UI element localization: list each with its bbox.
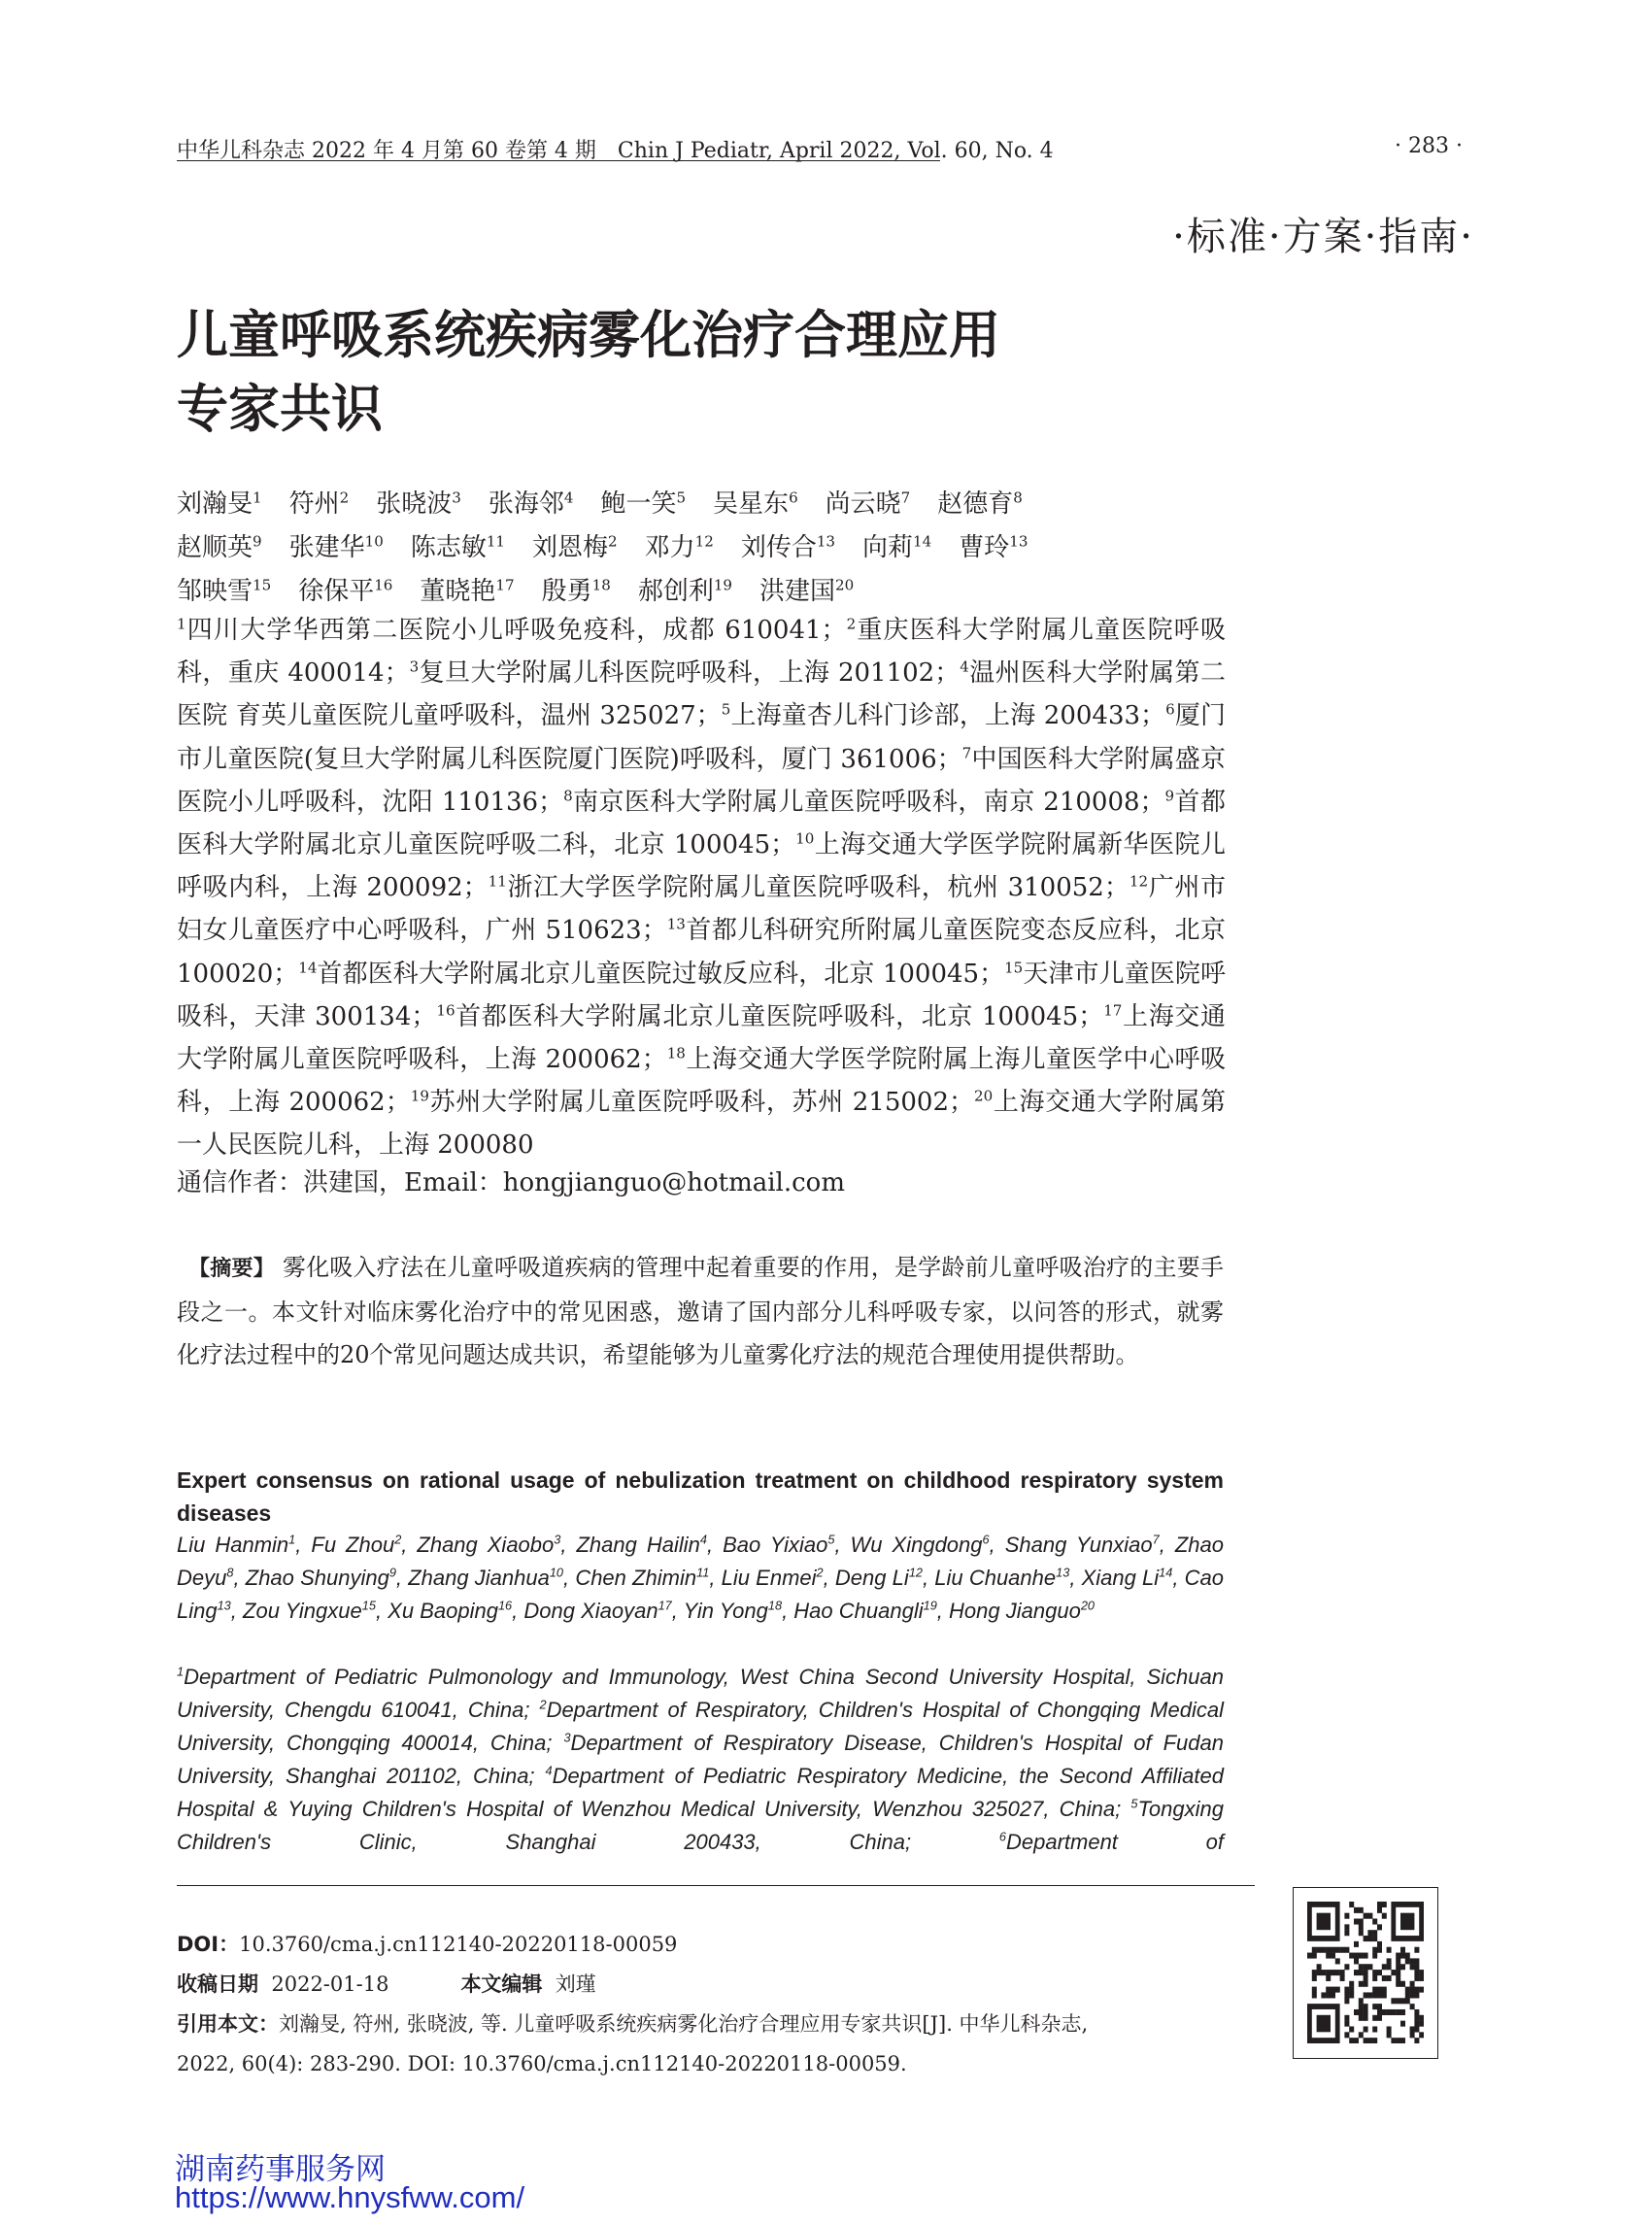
affiliation-number: 19 — [410, 1087, 429, 1105]
received-row — [177, 1965, 1255, 2005]
english-author-affil-number: 8 — [226, 1565, 234, 1580]
english-author-affil-number: 5 — [827, 1532, 835, 1547]
affiliation-number: 7 — [961, 743, 972, 761]
english-author-affil-number: 7 — [1152, 1532, 1160, 1547]
author-affil-number: 17 — [495, 576, 515, 594]
english-author-affil-number: 11 — [696, 1565, 710, 1580]
editor-name: 刘瑾 — [555, 1972, 596, 1996]
author-list — [177, 483, 1055, 614]
english-affiliation-number: 6 — [998, 1829, 1006, 1844]
affiliation-number: 15 — [1004, 958, 1024, 976]
cite-label: 引用本文： — [177, 2012, 279, 2036]
abstract-text: 雾化吸入疗法在儿童呼吸道疾病的管理中起着重要的作用，是学龄前儿童呼吸治疗的主要手段之一。本文针对临床雾化治疗中的常见困惑，邀请了国内部分儿科呼吸专家，以问答的形式，就雾化疗法过程中的20个常见问题达成共识，希望能够为儿童雾化疗法的规范合理使用提供帮助。 — [177, 1254, 1224, 1368]
english-author-name: Xiang Li — [1081, 1566, 1160, 1590]
author-name: 鲍一笑 — [600, 489, 677, 519]
author — [645, 533, 714, 562]
english-author-affil-number: 9 — [388, 1565, 396, 1580]
author-affil-number: 12 — [694, 532, 714, 551]
affiliation-text: 上海交通大学医学院附属新华医院儿呼吸内科，上海 200092； — [177, 830, 1226, 903]
footer-rule — [177, 1885, 1255, 1886]
english-author-name: Zhao Shunying — [245, 1566, 389, 1590]
affiliation-number: 6 — [1165, 700, 1175, 719]
affiliation-text: 苏州大学附属儿童医院呼吸科，苏州 215002； — [428, 1088, 974, 1118]
english-author-affil-number: 20 — [1080, 1598, 1095, 1613]
author — [411, 533, 505, 562]
author-name: 尚云晓 — [825, 489, 901, 519]
doi-label: DOI： — [177, 1933, 240, 1956]
affiliation-text: 上海交通大学附属儿童医院呼吸科，上海 200062； — [177, 1001, 1226, 1075]
english-author-name: Fu Zhou — [311, 1533, 395, 1557]
english-author-name: Zou Yingxue — [243, 1599, 362, 1623]
english-author-name: Hong Jianguo — [949, 1599, 1081, 1623]
received-date: 2022-01-18 — [271, 1972, 389, 1996]
cite-row-1 — [177, 2005, 1255, 2044]
english-author-affil-number: 13 — [217, 1598, 231, 1613]
english-author-name: Zhang Xiaobo — [417, 1533, 555, 1557]
article-title — [177, 299, 1000, 447]
doi-row — [177, 1925, 1255, 1965]
author-affil-number: 4 — [563, 489, 574, 507]
author-name: 洪建国 — [759, 577, 836, 606]
author-affil-number: 2 — [608, 532, 618, 551]
editor-label: 本文编辑 — [460, 1972, 543, 1996]
affiliation-text: 重庆医科大学附属儿童医院呼吸科，重庆 400014； — [177, 616, 1226, 689]
affiliation-number: 18 — [666, 1044, 686, 1062]
cite-row-2: 2022, 60(4): 283-290. DOI: 10.3760/cma.j.cn112140-20220118-00059. — [177, 2052, 907, 2075]
author-row — [177, 483, 1055, 526]
author-affil-number: 10 — [364, 532, 384, 551]
cite-text-1: 刘瀚旻, 符州, 张晓波, 等. 儿童呼吸系统疾病雾化治疗合理应用专家共识[J]. 中华儿科杂志, — [279, 2012, 1089, 2036]
affiliation-text: 首都儿科研究所附属儿童医院变态反应科，北京 100020； — [177, 916, 1226, 989]
author-affil-number: 1 — [253, 489, 262, 507]
header-rule — [177, 160, 940, 161]
affiliation-text: 广州市妇女儿童医疗中心呼吸科，广州 510623； — [177, 873, 1226, 946]
author-affil-number: 15 — [253, 576, 272, 594]
affiliation-number: 20 — [974, 1087, 994, 1105]
author-affil-number: 11 — [486, 532, 506, 551]
watermark-site-name: 湖南药事服务网 — [175, 2152, 386, 2187]
corresponding-author: 通信作者：洪建国，Email：hongjianguo@hotmail.com — [177, 1168, 845, 1197]
affiliation-text: 厦门市儿童医院(复旦大学附属儿科医院厦门医院)呼吸科，厦门 361006； — [177, 701, 1226, 774]
english-author-affil-number: 4 — [699, 1532, 707, 1547]
title-line-2: 专家共识 — [177, 380, 383, 439]
english-author-name: Liu Hanmin — [177, 1533, 289, 1557]
author-name: 陈志敏 — [410, 533, 487, 562]
author-name: 张晓波 — [376, 489, 453, 519]
author — [937, 489, 1023, 519]
english-author-name: Hao Chuangli — [793, 1599, 924, 1623]
author-name: 刘瀚旻 — [177, 489, 253, 519]
author-name: 郝创利 — [637, 577, 714, 606]
author-affil-number: 6 — [789, 489, 798, 507]
author — [289, 533, 384, 562]
affiliation-number: 2 — [846, 615, 857, 633]
author — [177, 577, 271, 606]
author — [638, 577, 732, 606]
author — [420, 577, 514, 606]
author-affil-number: 18 — [591, 576, 611, 594]
affiliation-number: 9 — [1164, 787, 1175, 805]
author-name: 向莉 — [862, 533, 914, 562]
author-affil-number: 5 — [676, 489, 687, 507]
author-name: 徐保平 — [298, 577, 375, 606]
affiliation-text: 上海交通大学医学院附属上海儿童医学中心呼吸科，上海 200062； — [177, 1045, 1226, 1118]
affiliation-number: 3 — [409, 657, 420, 676]
english-author-name: Liu Enmei — [721, 1566, 817, 1590]
affiliation-number: 16 — [436, 1001, 455, 1020]
english-affiliation-text: Tongxing Children's Clinic, Shanghai 200433, China; — [177, 1797, 1224, 1854]
affiliation-number: 8 — [563, 787, 573, 805]
affiliation-text: 复旦大学附属儿科医院呼吸科，上海 201102； — [419, 658, 961, 689]
author — [177, 489, 262, 519]
author-affil-number: 20 — [835, 576, 855, 594]
english-affiliation-number: 4 — [545, 1763, 553, 1778]
english-author-affil-number: 15 — [361, 1598, 376, 1613]
english-author-name: Bao Yixiao — [723, 1533, 828, 1557]
english-author-name: Cao Ling — [177, 1566, 1225, 1623]
affiliations — [177, 609, 1226, 1167]
english-author-affil-number: 19 — [923, 1598, 937, 1613]
author-name: 吴星东 — [713, 489, 790, 519]
qr-code-icon — [1307, 1902, 1424, 2043]
watermark-url[interactable]: https://www.hnysfww.com/ — [175, 2180, 525, 2214]
author-name: 邹映雪 — [177, 577, 253, 606]
english-title: Expert consensus on rational usage of nebulization treatment on childhood respiratory system diseases — [177, 1467, 1224, 1526]
author — [298, 577, 392, 606]
abstract — [177, 1246, 1224, 1376]
author — [741, 533, 835, 562]
english-author-affil-number: 6 — [982, 1532, 990, 1547]
affiliation-text: 南京医科大学附属儿童医院呼吸科，南京 210008； — [572, 787, 1165, 817]
author-affil-number: 16 — [374, 576, 393, 594]
english-author-name: Chen Zhimin — [575, 1566, 697, 1590]
english-author-name: Xu Baoping — [388, 1599, 498, 1623]
author-affil-number: 14 — [913, 532, 932, 551]
affiliation-number: 13 — [666, 915, 686, 933]
author-name: 刘传合 — [740, 533, 817, 562]
english-author-name: Shang Yunxiao — [1004, 1533, 1153, 1557]
received-label: 收稿日期 — [177, 1972, 258, 1996]
english-author-name: Wu Xingdong — [850, 1533, 983, 1557]
english-author-affil-number: 3 — [554, 1532, 561, 1547]
affiliation-number: 1 — [177, 615, 186, 633]
english-author-affil-number: 16 — [497, 1598, 513, 1613]
author-affil-number: 13 — [816, 532, 836, 551]
page-number: · 283 · — [1395, 134, 1463, 158]
author — [532, 533, 618, 562]
author-name: 刘恩梅 — [532, 533, 609, 562]
english-author-affil-number: 13 — [1056, 1565, 1070, 1580]
english-author-name: Zhao Deyu — [177, 1533, 1224, 1590]
affiliation-number: 12 — [1129, 872, 1149, 891]
english-affiliation-number: 2 — [539, 1697, 547, 1712]
english-author-affil-number: 2 — [394, 1532, 402, 1547]
author — [759, 577, 854, 606]
author — [862, 533, 931, 562]
running-header: 中华儿科杂志 2022 年 4 月第 60 卷第 4 期 Chin J Pediatr, April 2022, Vol. 60, No. 4 — [177, 139, 1054, 163]
affiliation-number: 11 — [488, 872, 507, 891]
english-author-name: Zhang Jianhua — [408, 1566, 550, 1590]
english-affiliation-text: Department of Respiratory Disease, Children's Hospital of Fudan University, Shanghai 201102, China; — [177, 1731, 1224, 1788]
affiliation-number: 14 — [298, 958, 318, 976]
author-affil-number: 8 — [1013, 489, 1023, 507]
author — [289, 489, 350, 519]
affiliation-text: 上海交通大学附属第一人民医院儿科，上海 200080 — [177, 1088, 1226, 1161]
author-affil-number: 9 — [253, 532, 262, 551]
affiliation-text: 上海童杏儿科门诊部，上海 200433； — [730, 701, 1166, 731]
english-author-name: Yin Yong — [683, 1599, 768, 1623]
doi-link[interactable]: 10.3760/cma.j.cn112140-20220118-00059 — [239, 1933, 678, 1956]
abstract-label: 【摘要】 — [188, 1257, 275, 1281]
english-author-name: Zhang Hailin — [576, 1533, 700, 1557]
affiliation-number: 17 — [1103, 1001, 1123, 1020]
author — [600, 489, 686, 519]
author — [713, 489, 798, 519]
english-affiliation-text: Department of — [1005, 1830, 1225, 1854]
english-author-name: Deng Li — [834, 1566, 909, 1590]
affiliation-text: 首都医科大学附属北京儿童医院呼吸二科，北京 100045； — [177, 787, 1226, 860]
author-affil-number: 13 — [1009, 532, 1028, 551]
english-affiliation-text: Department of Pediatric Respiratory Medicine, the Second Affiliated Hospital & Yuying Children's Hospital of Wenzhou Medical University, Wenzhou 325027, China; — [177, 1764, 1224, 1821]
affiliation-text: 四川大学华西第二医院小儿呼吸免疫科，成都 610041； — [185, 616, 847, 645]
affiliation-number: 4 — [960, 657, 969, 676]
author-name: 符州 — [288, 489, 340, 519]
author-affil-number: 7 — [900, 489, 911, 507]
author-row — [177, 526, 1055, 570]
author-affil-number: 19 — [713, 576, 733, 594]
english-author-name: Liu Chuanhe — [934, 1566, 1057, 1590]
author — [177, 533, 262, 562]
english-affiliation-number: 1 — [177, 1664, 185, 1679]
author-name: 赵顺英 — [177, 533, 253, 562]
english-author-affil-number: 14 — [1159, 1565, 1173, 1580]
author-name: 赵德育 — [937, 489, 1014, 519]
english-author-list: Liu Hanmin$^1$, Fu Zhou$^2$, Zhang Xiaobo$^3$, Zhang Hailin$^4$, Bao Yixiao$^5$, Wu Xingdong$^6$, Shang Yunxiao$^7$, Zhao Deyu$^8$, Zhao Shunying$^9$, Zhang Jianhua$^{10}$, Chen Zhimin$^{11}$, Liu Enmei$^2$, Deng Li$^{12}$, Liu Chuanhe$^{13}$, Xiang Li$^{14}$, Cao Ling$^{13}$, Zou Yingxue$^{15}$, Xu Baoping$^{16}$, Dong Xiaoyan$^{17}$, Yin Yong$^{18}$, Hao Chuangli$^{19}$, Hong Jianguo$^{20}$ — [177, 1532, 1225, 1623]
author-name: 张建华 — [288, 533, 365, 562]
affiliation-text: 温州医科大学附属第二医院 育英儿童医院儿童呼吸科，温州 325027； — [177, 658, 1226, 731]
author-name: 曹玲 — [959, 533, 1010, 562]
english-affiliation-number: 5 — [1130, 1796, 1138, 1811]
author — [376, 489, 461, 519]
section-tag: ·标准·方案·指南· — [1172, 215, 1474, 259]
english-author-affil-number: 12 — [908, 1565, 923, 1580]
qr-code[interactable] — [1293, 1887, 1438, 2059]
english-author-affil-number: 18 — [767, 1598, 783, 1613]
author-name: 殷勇 — [541, 577, 592, 606]
author — [826, 489, 911, 519]
author-name: 张海邻 — [488, 489, 564, 519]
english-affiliation-number: 3 — [563, 1730, 571, 1745]
title-line-1: 儿童呼吸系统疾病雾化治疗合理应用 — [177, 306, 1000, 365]
article-footer — [177, 1925, 1255, 2084]
english-author-affil-number: 2 — [816, 1565, 824, 1580]
author-row — [177, 570, 1055, 614]
author — [959, 533, 1028, 562]
affiliation-text: 浙江大学医学院附属儿童医院呼吸科，杭州 310052； — [506, 873, 1129, 903]
english-author-affil-number: 1 — [288, 1532, 296, 1547]
author — [542, 577, 611, 606]
affiliation-text: 首都医科大学附属北京儿童医院过敏反应科，北京 100045； — [317, 959, 1005, 989]
english-author-affil-number: 17 — [657, 1598, 672, 1613]
english-affiliations — [177, 1661, 1224, 1859]
affiliation-text: 中国医科大学附属盛京医院小儿呼吸科，沈阳 110136； — [177, 744, 1226, 817]
english-affiliation-text: Department of Respiratory, Children's Hospital of Chongqing Medical University, Chongqing 400014, China; — [177, 1698, 1224, 1755]
author-affil-number: 3 — [452, 489, 461, 507]
english-affiliation-text: Department of Pediatric Pulmonology and Immunology, West China Second University Hospital, Sichuan University, Chengdu 610041, China; — [177, 1665, 1224, 1722]
english-author-name: Dong Xiaoyan — [523, 1599, 658, 1623]
affiliation-text: 首都医科大学附属北京儿童医院呼吸科，北京 100045； — [455, 1001, 1104, 1031]
author-name: 董晓艳 — [420, 577, 496, 606]
author-affil-number: 2 — [339, 489, 350, 507]
affiliation-number: 5 — [721, 700, 731, 719]
english-author-affil-number: 10 — [549, 1565, 564, 1580]
author-name: 邓力 — [644, 533, 695, 562]
affiliation-text: 天津市儿童医院呼吸科，天津 300134； — [177, 959, 1226, 1031]
author — [489, 489, 574, 519]
affiliation-number: 10 — [795, 829, 815, 848]
